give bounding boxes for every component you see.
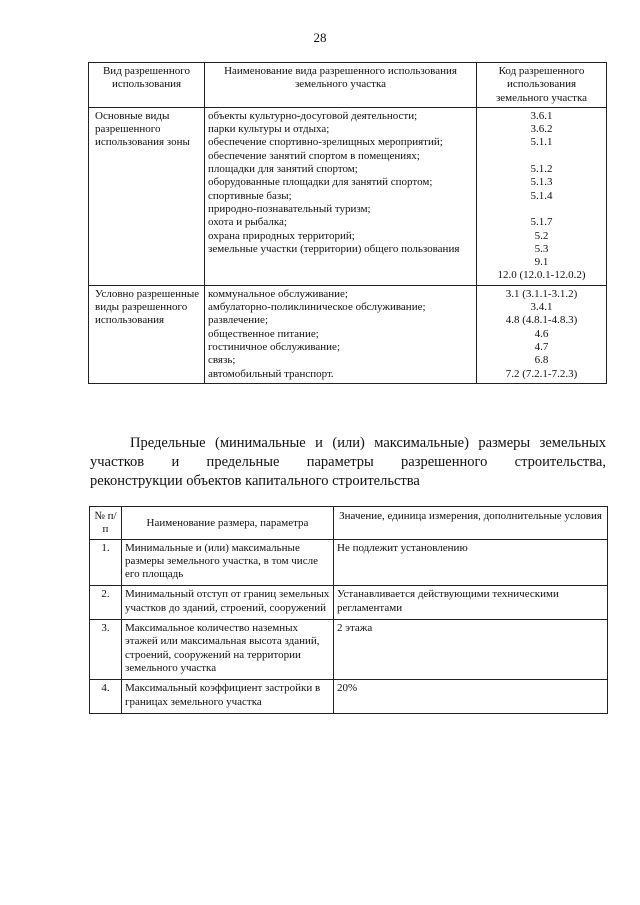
list-item: земельные участки (территории) общего пользования: [208, 242, 460, 255]
code-item: 5.1.1: [530, 136, 553, 149]
code-item: 7.2 (7.2.1-7.2.3): [505, 367, 578, 380]
list-item: спортивные базы;: [208, 189, 292, 202]
param-name: Максимальное количество наземных этажей или максимальная высота зданий, строений, сооружений на территории земельного участка: [122, 620, 334, 680]
table-row-main-uses: [89, 107, 607, 285]
list-item: амбулаторно-поликлиническое обслуживание;: [208, 301, 426, 314]
header-num: № п/п: [90, 507, 122, 540]
parameters-table: [89, 506, 608, 714]
param-value: 20%: [334, 680, 608, 714]
header-param-name: Наименование размера, параметра: [122, 507, 334, 540]
param-value: 2 этажа: [334, 620, 608, 680]
code-item: 5.1.2: [530, 163, 553, 176]
table-header-row: [90, 507, 608, 540]
use-names-main: [205, 107, 477, 285]
list-item: парки культуры и отдыха;: [208, 123, 330, 136]
header-use-type: Вид разрешенного использования: [89, 63, 205, 108]
header-use-code: Код разрешенного использования земельного участка: [477, 63, 607, 108]
category-conditional: Условно разрешенные виды разрешенного использования: [89, 285, 205, 383]
param-name: Максимальный коэффициент застройки в границах земельного участка: [122, 680, 334, 714]
heading-line: Предельные (минимальные и (или) максимальные) размеры земельных: [130, 435, 606, 451]
heading-line: участков и предельные параметры разрешенного строительства,: [90, 454, 606, 470]
code-item: 4.6: [534, 327, 549, 340]
list-item: охрана природных территорий;: [208, 229, 355, 242]
list-item: коммунальное обслуживание;: [208, 287, 348, 300]
use-codes-conditional: [477, 285, 607, 383]
use-names-conditional: [205, 285, 477, 383]
use-codes-main: [477, 107, 607, 285]
param-name: Минимальные и (или) максимальные размеры земельного участка, в том числе его площадь: [122, 539, 334, 586]
row-number: 3.: [90, 620, 122, 680]
list-item: общественное питание;: [208, 327, 319, 340]
header-use-name: Наименование вида разрешенного использования земельного участка: [205, 63, 477, 108]
table-row: [90, 680, 608, 714]
code-item: 3.6.1: [530, 109, 553, 122]
list-item: оборудованные площадки для занятий спортом;: [208, 176, 433, 189]
row-number: 2.: [90, 586, 122, 620]
param-name: Минимальный отступ от границ земельных участков до зданий, строений, сооружений: [122, 586, 334, 620]
list-item: объекты культурно-досуговой деятельности;: [208, 109, 418, 122]
section-heading: [90, 434, 606, 491]
code-item: 3.4.1: [530, 301, 553, 314]
code-item: 5.2: [534, 229, 549, 242]
list-item: площадки для занятий спортом;: [208, 163, 358, 176]
list-item: связь;: [208, 354, 236, 367]
table-header-row: [89, 63, 607, 108]
code-item: 5.1.3: [530, 176, 553, 189]
code-item: 5.1.7: [530, 216, 553, 229]
list-item: природно-познавательный туризм;: [208, 202, 371, 215]
list-item: охота и рыбалка;: [208, 216, 287, 229]
code-item: 12.0 (12.0.1-12.0.2): [497, 269, 586, 282]
list-item: обеспечение занятий спортом в помещениях;: [208, 149, 420, 162]
table-row: [90, 586, 608, 620]
row-number: 1.: [90, 539, 122, 586]
code-item: 5.3: [534, 242, 549, 255]
list-item: гостиничное обслуживание;: [208, 340, 340, 353]
page-number: 28: [313, 30, 327, 45]
code-item: 4.7: [534, 340, 549, 353]
list-item: обеспечение спортивно-зрелищных мероприятий;: [208, 136, 443, 149]
code-item: 6.8: [534, 354, 549, 367]
category-main: Основные виды разрешенного использования зоны: [89, 107, 205, 285]
header-param-value: Значение, единица измерения, дополнительные условия: [334, 507, 608, 540]
code-item: 3.1 (3.1.1-3.1.2): [505, 287, 578, 300]
code-item: 3.6.2: [530, 123, 553, 136]
list-item: развлечение;: [208, 314, 269, 327]
list-item: автомобильный транспорт.: [208, 367, 334, 380]
heading-line: реконструкции объектов капитального строительства: [90, 473, 420, 489]
param-value: Не подлежит установлению: [334, 539, 608, 586]
code-item: 5.1.4: [530, 189, 553, 202]
table-row-conditional-uses: [89, 285, 607, 383]
row-number: 4.: [90, 680, 122, 714]
code-item: 4.8 (4.8.1-4.8.3): [505, 314, 578, 327]
param-value: Устанавливается действующими техническими регламентами: [334, 586, 608, 620]
permitted-use-table: [88, 62, 607, 384]
table-row: [90, 620, 608, 680]
code-item: 9.1: [534, 256, 549, 269]
table-row: [90, 539, 608, 586]
